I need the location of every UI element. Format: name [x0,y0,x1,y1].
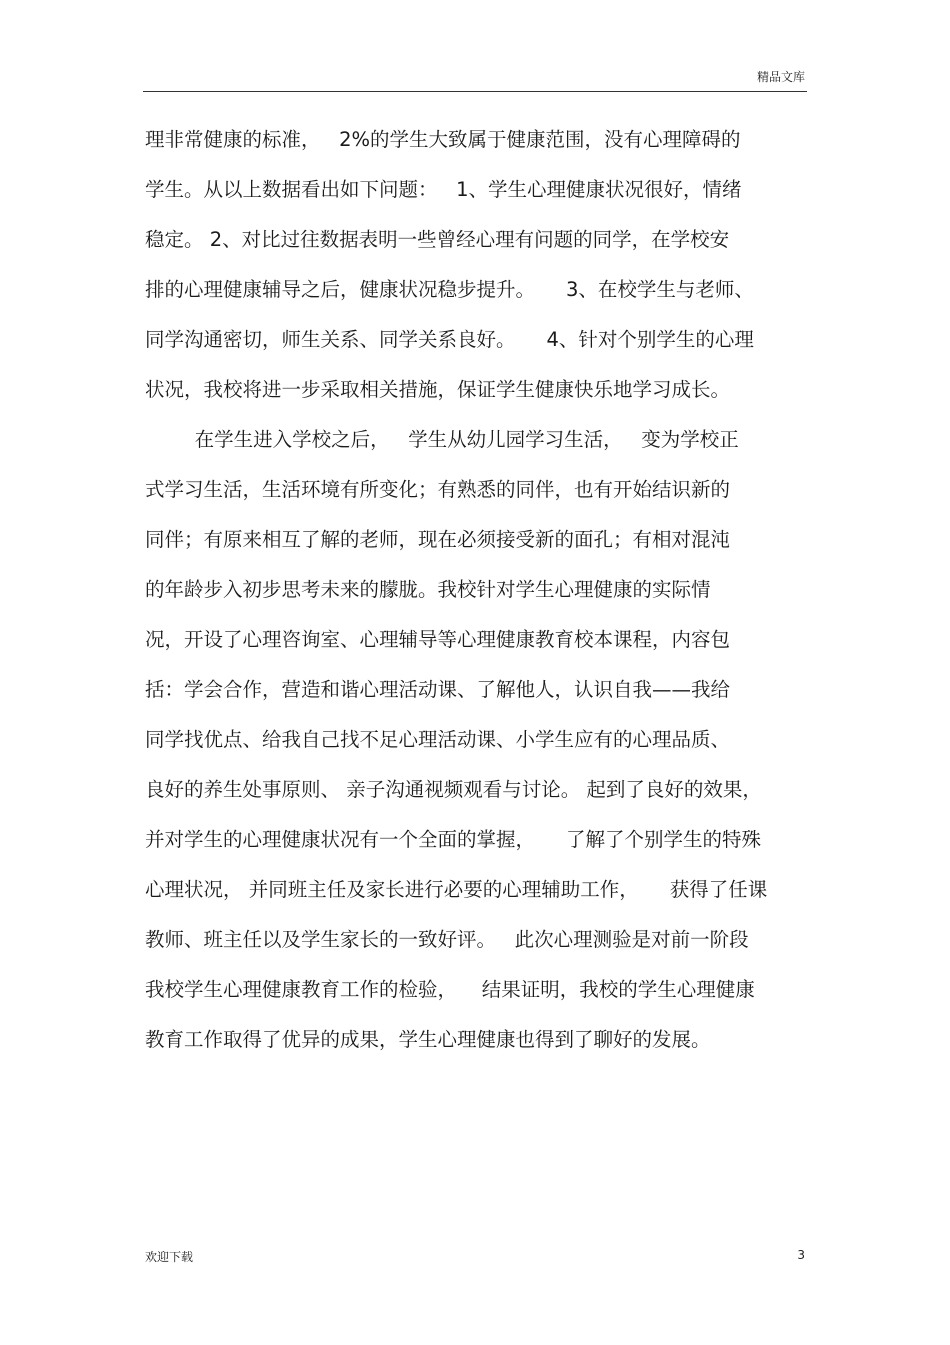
text-line: 学生。从以上数据看出如下问题： 1、学生心理健康状况很好，情绪 [145,178,742,201]
text-line: 排的心理健康辅导之后，健康状况稳步提升。 3、在校学生与老师、 [145,278,754,301]
header-label: 精品文库 [756,70,805,84]
text-line: 在学生进入学校之后， 学生从幼儿园学习生活， 变为学校正 [145,428,739,451]
text-line: 括：学会合作，营造和谐心理活动课、了解他人，认识自我——我给 [145,678,731,701]
text-line: 式学习生活，生活环境有所变化；有熟悉的同伴，也有开始结识新的 [145,478,731,501]
text-line: 心理状况， 并同班主任及家长进行必要的心理辅助工作， 获得了任课 [145,878,768,901]
text-line: 教育工作取得了优异的成果，学生心理健康也得到了聊好的发展。 [145,1028,711,1051]
body-text [145,121,810,1071]
text-line: 况，开设了心理咨询室、心理辅导等心理健康教育校本课程，内容包 [145,628,731,651]
page-number: 3 [797,1248,805,1262]
text-line: 良好的养生处事原则、 亲子沟通视频观看与讨论。 起到了良好的效果， [145,778,762,801]
header-rule [143,91,807,92]
text-line: 状况，我校将进一步采取相关措施，保证学生健康快乐地学习成长。 [145,378,731,401]
text-line: 同学沟通密切，师生关系、同学关系良好。 4、针对个别学生的心理 [145,328,754,351]
text-line: 同伴；有原来相互了解的老师，现在必须接受新的面孔；有相对混沌 [145,528,731,551]
text-line: 理非常健康的标准， 2%的学生大致属于健康范围，没有心理障碍的 [145,128,741,151]
text-line: 稳定。 2、对比过往数据表明一些曾经心理有问题的同学，在学校安 [145,228,730,251]
text-line: 我校学生心理健康教育工作的检验， 结果证明，我校的学生心理健康 [145,978,755,1001]
text-line: 同学找优点、给我自己找不足心理活动课、小学生应有的心理品质、 [145,728,731,751]
footer-text: 欢迎下载 [145,1250,194,1264]
text-line: 并对学生的心理健康状况有一个全面的掌握， 了解了个别学生的特殊 [145,828,761,851]
text-line: 教师、班主任以及学生家长的一致好评。 此次心理测验是对前一阶段 [145,928,749,951]
text-line: 的年龄步入初步思考未来的朦胧。我校针对学生心理健康的实际情 [145,578,711,601]
